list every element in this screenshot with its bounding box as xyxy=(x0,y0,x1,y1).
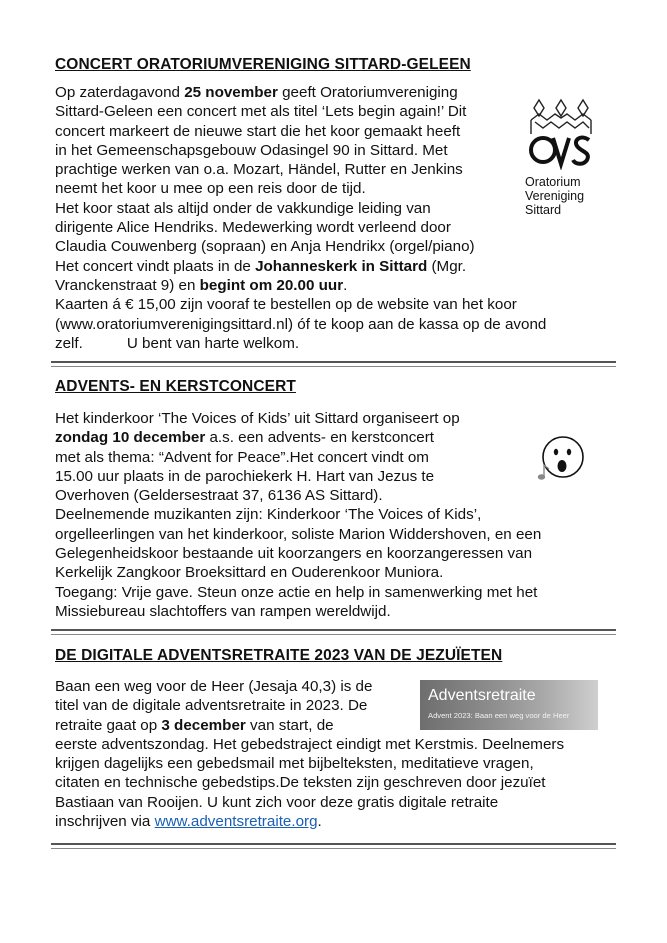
singing-face-icon xyxy=(535,433,585,492)
retreat-date: 3 december xyxy=(161,716,246,734)
concert-body: Op zaterdagavond 25 november geeft Oratoriumvereniging Sittard-Geleen een concert met als titel ‘Lets begin again!’ Dit concert markeert de nieuwe start die het koor gemaakt heeft in het Gemeenschapsgebouw Odasingel 90 in Sittard. Met prachtige werken van o.a. Mozart, Händel, Rutter en Jenkins neemt het koor u mee op een reis door de tijd. Het koor staat als altijd onder de vakkundige leiding van dirigente Alice Hendriks. Medewerking wordt verleend door Claudia Couwenberg (sopraan) en Anja Hendrikx (orgel/piano) Het concert vindt plaats in de Johanneskerk in Sittard (Mgr. Vranckenstraat 9) en begint om 20.00 uur. Kaarten á € 15,00 zijn vooraf te bestellen op de website van het koor (www.oratoriumverenigingsittard.nl) óf te koop aan de kassa op de avond zelf. U bent van harte welkom. xyxy=(55,84,547,352)
concert-venue: Johanneskerk in Sittard xyxy=(255,257,428,275)
ovs-emblem-icon xyxy=(525,98,597,170)
section-divider xyxy=(51,843,616,849)
advent-concert-body: Het kinderkoor ‘The Voices of Kids’ uit Sittard organiseert op zondag 10 december a.s. een advents- en kerstconcert met als thema: “Advent for Peace”.Het concert vindt om 15.00 uur plaats in de parochiekerk H. Hart van Jezus te Overhoven (Geldersestraat 37, 6136 AS Sittard). Deelnemende muzikanten zijn: Kinderkoor ‘The Voices of Kids’, orgelleerlingen van het kinderkoor, soliste Marion Widdershoven, en een Gelegenheidskoor bestaande uit koorzangers en koorzangeressen van Kerkelijk Zangkoor Broeksittard en Ouderenkoor Muniora. Toegang: Vrije gave. Steun onze actie en help in samenwerking met het Missiebureau slachtoffers van rampen wereldwijd. xyxy=(55,410,542,620)
retreat-website-link[interactable]: www.adventsretraite.org xyxy=(154,813,318,831)
advent-concert-title: ADVENTS- EN KERSTCONCERT xyxy=(55,378,296,395)
section-divider xyxy=(51,629,616,635)
adventsretraite-banner xyxy=(420,680,598,730)
retreat-body: Baan een weg voor de Heer (Jesaja 40,3) is de titel van de digitale adventsretraite in 2023. De retraite gaat op 3 december van start, de eerste adventszondag. Het gebedstraject eindigt met Kerstmis. Deelnemers krijgen dagelijks een gebedsmail met bijbelteksten, meditatieve vragen, citaten en technische gebedstips.De teksten zijn geschreven door jezuïet Bastiaan van Rooijen. U kunt zich voor deze gratis digitale retraite inschrijven via www.adventsretraite.org. xyxy=(55,678,565,831)
oratorium-logo xyxy=(525,98,597,217)
advent-concert-section xyxy=(55,378,615,621)
concert-time: begint om 20.00 uur xyxy=(199,276,344,294)
banner-subtitle: Advent 2023: Baan een weg voor de Heer xyxy=(428,711,570,720)
logo-caption: Oratorium Vereniging Sittard xyxy=(525,175,585,217)
concert-title: CONCERT ORATORIUMVERENIGING SITTARD-GELEEN xyxy=(55,56,471,73)
section-divider xyxy=(51,361,616,367)
advent-concert-date: zondag 10 december xyxy=(55,429,206,447)
concert-date: 25 november xyxy=(184,84,278,101)
banner-title: Adventsretraite xyxy=(428,687,536,704)
retreat-section xyxy=(55,647,615,831)
retreat-title: DE DIGITALE ADVENTSRETRAITE 2023 VAN DE JEZUÏETEN xyxy=(55,647,503,664)
